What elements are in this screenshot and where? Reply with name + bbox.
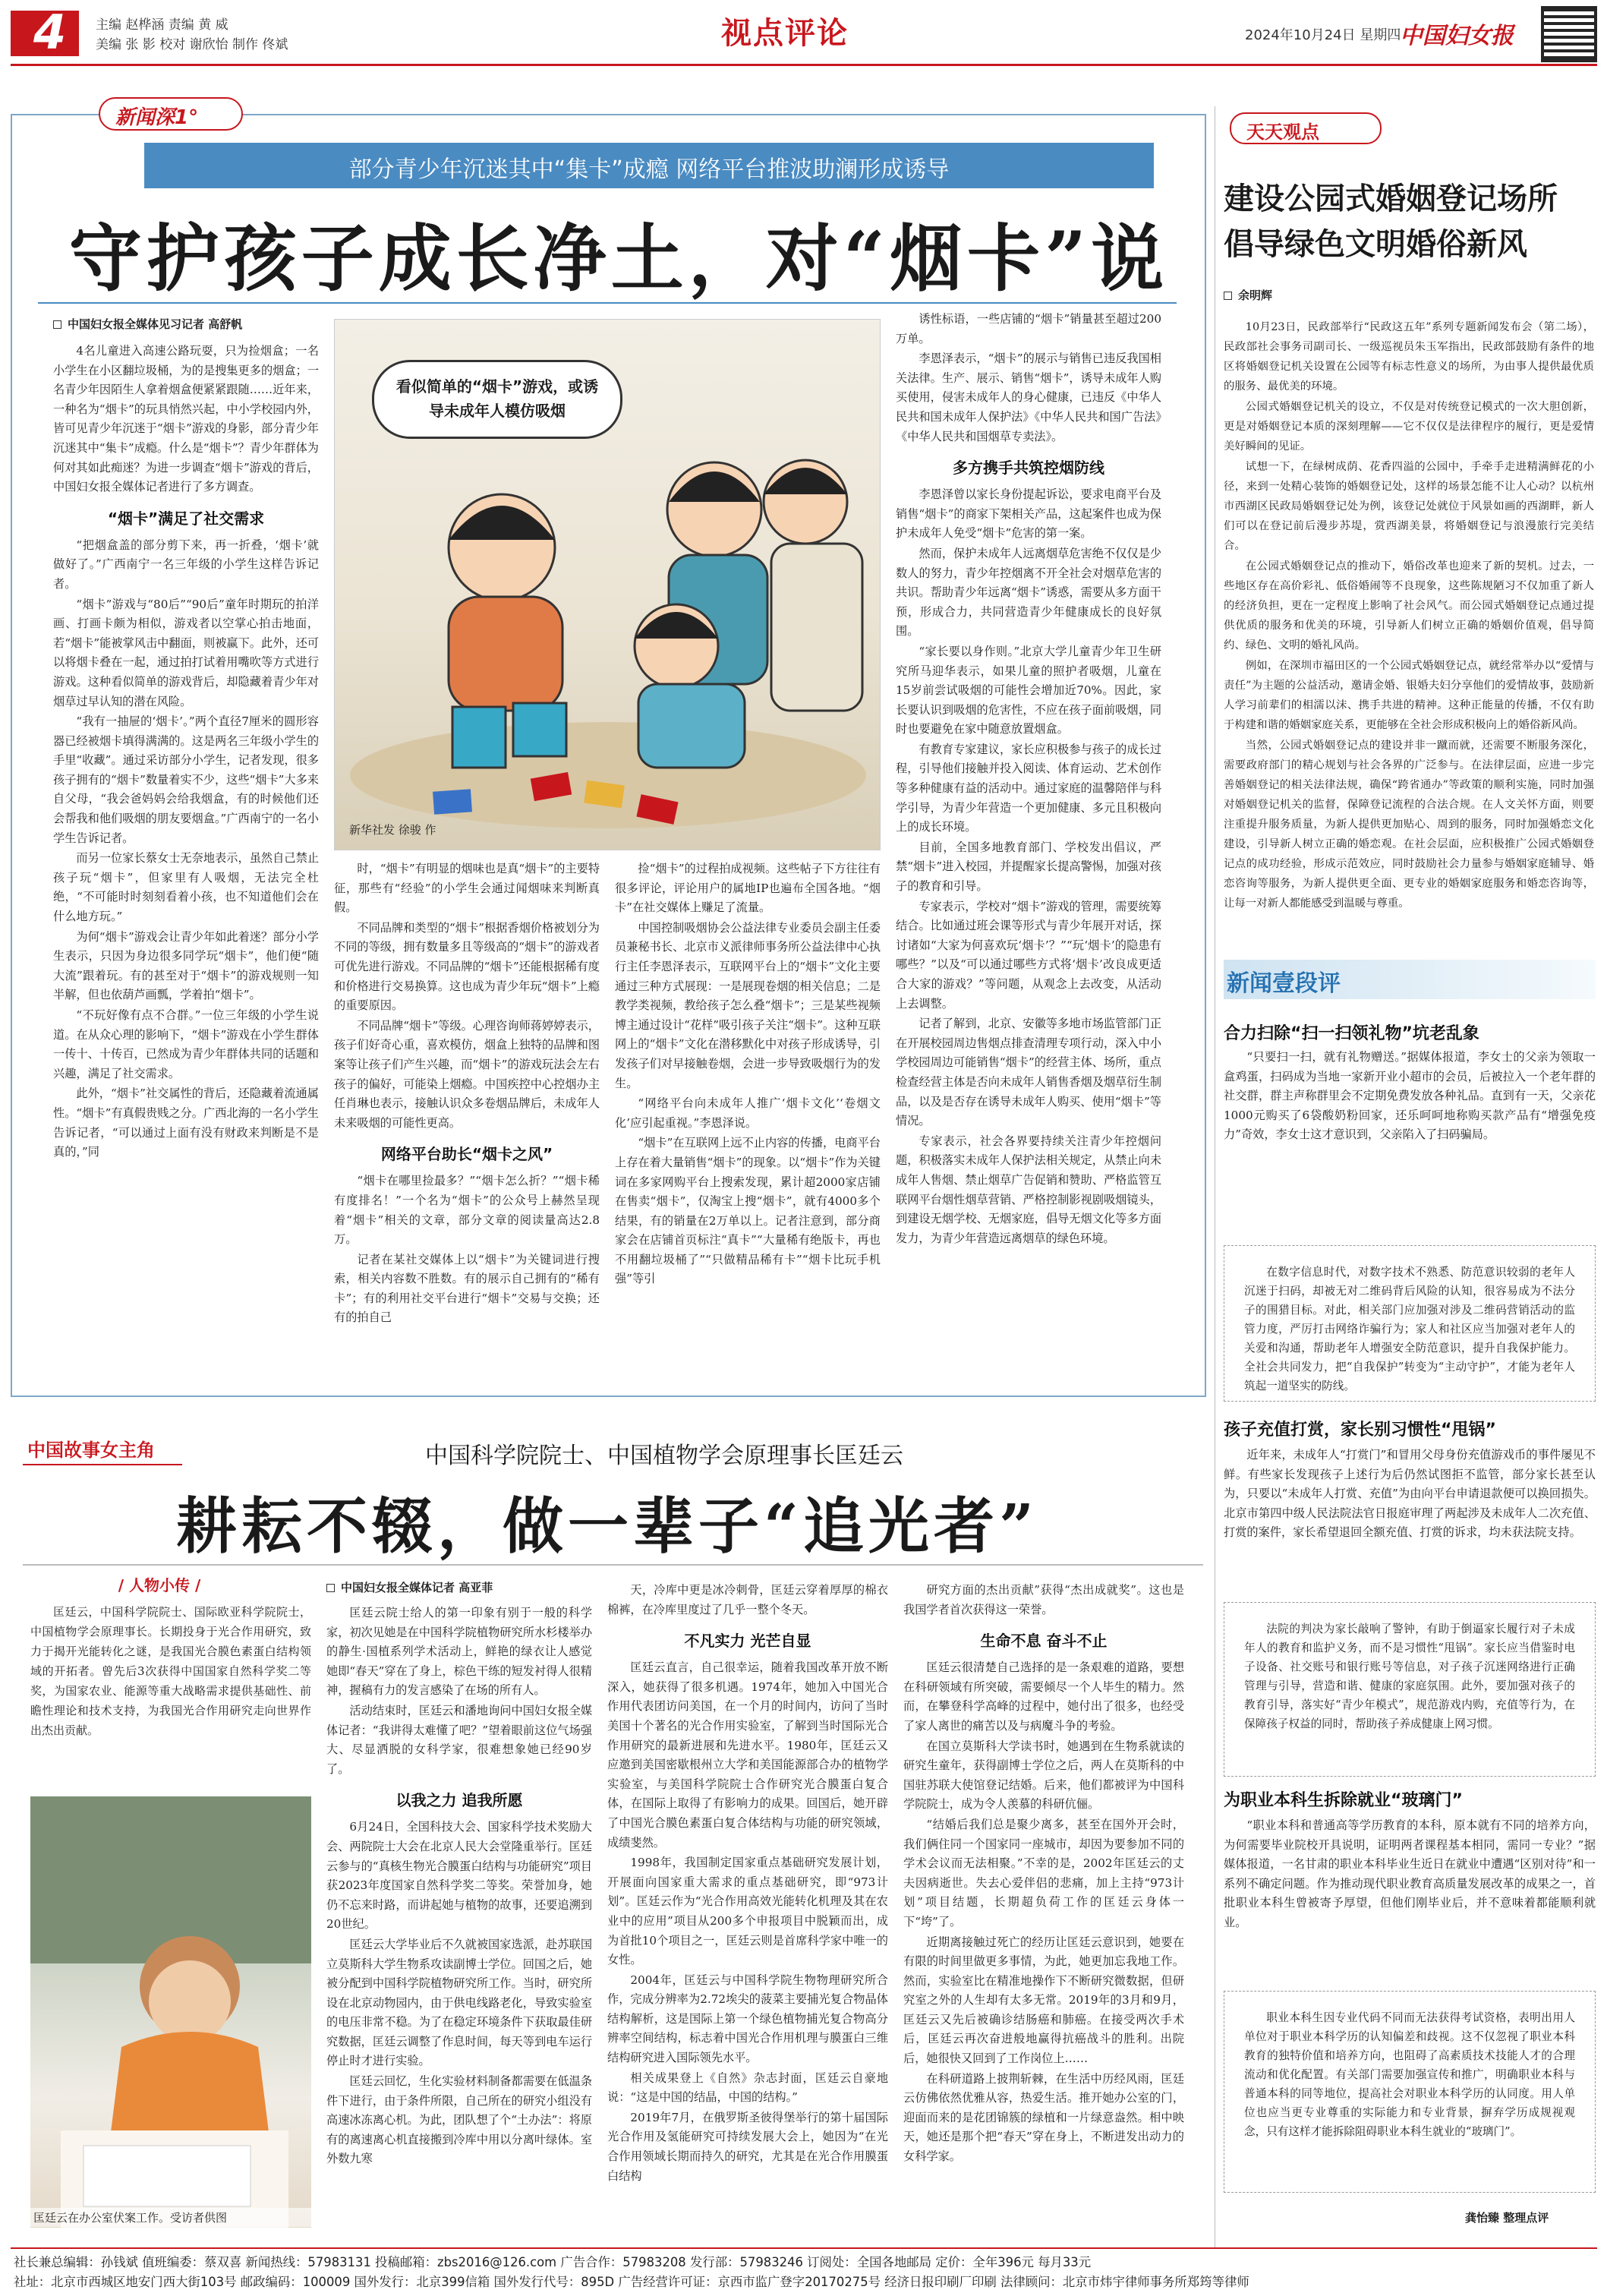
paragraph: 李恩泽表示，“烟卡”的展示与销售已违反我国相关法律。生产、展示、销售“烟卡”，诱导未成年人购买使用，侵害未成年人的身心健康，已违反《中华人民共和国未成年人保护法》《中华人民共和国广告法》《中华人民共和国烟草专卖法》。	[896, 352, 1161, 443]
story-photo	[30, 1796, 311, 2228]
paragraph: 在科研道路上披荆斩棘，在生活中历经风雨，匡廷云仿佛依然优雅从容，热爱生活。推开她办公室的门，迎面而来的是花团锦簇的绿植和一片绿意盎然。相中映天，她还是那个把“春天”穿在身上，不断进发出动力的女科学家。	[903, 2071, 1184, 2164]
main-byline-wrap	[53, 316, 319, 342]
subheading: “烟卡”满足了社交需求	[107, 509, 265, 528]
item1-title: 合力扫除“扫一扫领礼物”坑老乱象	[1224, 1024, 1479, 1043]
paragraph: 专家表示，社会各界要持续关注青少年控烟问题，积极落实未成年人保护法相关规定，从禁止向未成年人售烟、禁止烟草广告促销和赞助、严格监管互联网平台烟性烟草营销、严格控制影视剧吸烟镜头，到建设无烟学校、无烟家庭，倡导无烟文化等多方面发力，为青少年营造远离烟草的绿色环境。	[896, 1134, 1161, 1245]
paragraph: “结婚后我们总是聚少离多，甚至在国外开会时，我们俩住同一个国家同一座城市，却因为要参加不同的学术会议而无法相聚。”不幸的是，2002年匡廷云的丈夫因病逝世。失去心爱伴侣的悲痛，加上主持“973计划”项目结题，长期超负荷工作的匡廷云身体一下“垮”了。	[903, 1817, 1184, 1929]
main-column-1	[53, 342, 319, 1163]
paragraph: 有教育专家建议，家长应积极参与孩子的成长过程，引导他们接触并投入阅读、体育运动、艺术创作等多种健康有益的活动中。通过家庭的温馨陪伴与科学引导，为青少年营造一个更加健康、多元且积极向上的成长环境。	[896, 742, 1161, 834]
page-number: 4	[33, 5, 67, 60]
story-headline: 耕耘不辍，做一辈子“追光者”	[175, 1490, 1039, 1562]
sidebar1-paragraph: 当然，公园式婚姻登记点的建设并非一蹴而就，还需要不断服务深化，需要政府部门的精心规划与社会各界的广泛参与。在法律层面，应进一步完善婚姻登记的相关法律法规，确保“跨省通办”等政策的顺利实施，同时加强对婚姻登记机关的监督，保障登记流程的合法合规。在人文关怀方面，则要注重提升服务质量，为新人提供更加贴心、周到的服务，同时加强婚恋文化建设，引导新人树立正确的婚恋观。在社会层面，应积极推广公园式婚姻登记点的成功经验，形成示范效应，同时鼓励社会力量参与婚姻家庭辅导、婚恋咨询等服务，为新人提供更全面、更专业的婚姻家庭服务和婚恋咨询等，让每一对新人都能感受到温暖与尊重。	[1224, 740, 1594, 910]
paragraph: 2019年7月，在俄罗斯圣彼得堡举行的第十届国际光合作用及氢能研究可持续发展大会上，她因为“在光合作用领域长期而持久的研究，尤其是在光合作用膜蛋白结构	[607, 2110, 888, 2183]
paragraph: 时，“烟卡”有明显的烟味也是真“烟卡”的主要特征，那些有“经验”的小学生会通过闻烟味来判断真假。	[334, 862, 600, 915]
sidebar2-editor: 龚怡臻 整理点评	[1465, 2211, 1549, 2225]
section-title: 视点评论	[721, 16, 849, 51]
paragraph: 近期离接触过死亡的经历让匡廷云意识到，她要在有限的时间里做更多事情，为此，她更加忘我地工作。然而，实验室比在精准地操作下不断研究微数据，但研究室之外的人生却有太多无常。2019年的3月和9月，匡廷云又先后被确诊结肠癌和肺癌。在接受两次手术后，匡廷云再次奋进般地赢得抗癌战斗的胜利。出院后，她很快又回到了工作岗位上……	[903, 1935, 1184, 2066]
story-rule	[23, 1564, 1203, 1566]
item3-comment-box: 职业本科生因专业代码不同而无法获得考试资格，表明出用人单位对于职业本科学历的认知偏差和歧视。这不仅忽视了职业本科教育的独特价值和培养方向，也阻碍了高素质技术技能人才的合理流动和优化配置。有关部门需要加强宣传和推广，明确职业本科与普通本科的同等地位，提高社会对职业本科学历的认同度。用人单位也应当更专业尊重的实际能力和专业背景，摒弃学历成规视观念，只有这样才能拆除阻碍职业本科生就业的“玻璃门”。	[1224, 1991, 1596, 2193]
paragraph: 在国立莫斯科大学读书时，她遇到在生物系就读的研究生童年，获得副博士学位之后，两人在莫斯科的中国驻苏联大使馆登记结婚。后来，他们都被评为中国科学院院士，成为令人羡慕的科研伉俪。	[903, 1739, 1184, 1812]
item2-title: 孩子充值打赏，家长别习惯性“甩锅”	[1224, 1421, 1496, 1440]
item1-body: “只要扫一扫，就有礼物赠送。”据媒体报道，李女士的父亲为领取一盒鸡蛋，扫码成为当地一家新开业小超市的会员，后被拉入一个老年群的社交群，群主声称群里会不定期免费发放各种礼品。直到有一天，父亲花1000元购买了6袋酸奶粉回家，还乐呵呵地称购买款产品有“增强免疫力”奇效，李女士这才意识到，父亲陷入了扫码骗局。	[1224, 1050, 1596, 1142]
paragraph: 活动结束时，匡廷云和潘地询问中国妇女报全媒体记者：“我讲得太难懂了吧？”望着眼前这位气场强大、尽显洒脱的女科学家，很难想象她已经90岁了。	[326, 1703, 592, 1776]
paragraph: 不同品牌和类型的“烟卡”根据香烟价格被划分为不同的等级，拥有数量多且等级高的“烟卡”的游戏者可优先进行游戏。不同品牌的“烟卡”还能根据稀有度和价格进行交易换算。这也成为青少年玩“烟卡”上瘾的重要原因。	[334, 920, 600, 1013]
paragraph: 目前，全国多地教育部门、学校发出倡议，严禁“烟卡”进入校园，并提醒家长提高警惕，加强对孩子的教育和引导。	[896, 840, 1161, 894]
item3-body: “职业本科和普通高等学历教育的本科，原本就有不同的培养方向，为何需要毕业院校开具说明，证明两者课程基本相同，需同一专业？”据媒体报道，一名甘肃的职业本科毕业生近日在就业中遭遇“区别对待”和一系列不确定问题。作为推动现代职业教育高质量发展改革的成果之一，首批职业本科生曾被寄予厚望，但他们刚毕业后，并不意味着都能顺利就业。	[1224, 1818, 1596, 1929]
headline-rule	[38, 302, 1177, 304]
story-tag: 中国故事女主角	[27, 1440, 155, 1461]
paragraph: “我有一抽屉的‘烟卡’。”两个直径7厘米的圆形容器已经被烟卡填得满满的。这是两名三年级小学生的手里“收藏”。通过采访部分小学生，记者发现，很多孩子拥有的“烟卡”数量着实不少，这些“烟卡”大多来自父母，“我会爸妈妈会给我烟盒，有的时候他们还会帮我和他们吸烟的朋友要烟盒。”广西南宁的一名小学生告诉记者。	[53, 714, 319, 845]
paper-name-logo: 中国妇女报	[1400, 23, 1514, 49]
issue-date: 2024年10月24日 星期四	[1245, 27, 1401, 43]
column-tag: 新闻深1°	[115, 106, 199, 129]
main-column-2	[334, 859, 600, 1329]
paragraph: 匡廷云院士给人的第一印象有别于一般的科学家，初次见她是在中国科学院植物研究所水杉楼举办的静生·国植系列学术活动上，鲜艳的绿衣让人感觉她即“春天”穿在了身上，棕色干练的短发衬得人很精神，握稿有力的发言感染了在场的所有人。	[326, 1606, 592, 1698]
paragraph: “家长要以身作则。”北京大学儿童青少年卫生研究所马迎华表示，如果儿童的照护者吸烟，儿童在15岁前尝试吸烟的可能性会增加近70%。因此，家长要认识到吸烟的危害性，不应在孩子面前吸烟，同时也要避免在家中随意放置烟盒。	[896, 644, 1161, 736]
paragraph: 诱性标语，一些店铺的“烟卡”销量甚至超过200万单。	[896, 312, 1161, 345]
paragraph: “烟卡在哪里捡最多？”“烟卡怎么折？”“烟卡稀有度排名！”一个名为“烟卡”的公众号上赫然呈现着“烟卡”相关的文章，部分文章的阅读量高达2.8万。	[334, 1174, 600, 1247]
story-kicker: 中国科学院院士、中国植物学会原理事长匡廷云	[425, 1443, 903, 1469]
sidebar1-byline: 余明辉	[1224, 287, 1272, 303]
paragraph: 4名儿童进入高速公路玩耍，只为捡烟盒；一名小学生在小区翻垃圾桶，为的是搜集更多的烟盒；一名青少年因陌生人拿着烟盒便紧紧跟随……近年来，一种名为“烟卡”的玩具悄然兴起，中小学校园内外，皆可见青少年沉迷于“烟卡”游戏的身影，部分青少年沉迷其中“集卡”成瘾。什么是“烟卡”？青少年群体为何对其如此痴迷？为进一步调查“烟卡”游戏的背后，中国妇女报全媒体记者进行了多方调查。	[53, 344, 319, 494]
sidebar1-paragraph: 例如，在深圳市福田区的一个公园式婚姻登记点，就经常举办以“爱情与责任”为主题的公益活动，邀请金婚、银婚夫妇分享他们的爱情故事，鼓励新人学习前辈们的相濡以沫、携手共进的精神。这种正能量的传播，不仅有助于构建和谐的婚姻家庭关系，更能够在全社会形成积极向上的婚俗新风尚。	[1224, 660, 1594, 731]
paragraph: 匡廷云很清楚自己选择的是一条艰难的道路，要想在科研领域有所突破，需要倾尽一个人毕生的精力。然而，在攀登科学高峰的过程中，她付出了很多，也经受了家人离世的痛苦以及与病魔斗争的考验。	[903, 1660, 1184, 1733]
sidebar1-headline-1: 建设公园式婚姻登记场所	[1224, 181, 1558, 216]
cartoon-speech-bubble	[372, 360, 622, 439]
photo-caption: 匡廷云在办公室伏案工作。受访者供图	[30, 2208, 311, 2227]
subheading: 不凡实力 光芒自显	[684, 1632, 811, 1651]
footer-rule	[11, 2247, 1597, 2249]
paragraph: 记者在某社交媒体上以“烟卡”为关键词进行搜索，相关内容数不胜数。有的展示自己拥有的“稀有卡”；有的利用社交平台进行“烟卡”交易与交换；还有的拍自己	[334, 1252, 600, 1325]
paragraph: 不同品牌“烟卡”等级。心理咨询师蒋婷婷表示，孩子们好奇心重，喜欢模仿，烟盒上独特的品牌和图案等让孩子们产生兴趣，而“烟卡”的游戏玩法会左右孩子的偏好，可能染上烟瘾。中国疾控中心控烟办主任肖琳也表示，接触认识众多卷烟品牌后，未成年人未来吸烟的可能性更高。	[334, 1018, 600, 1130]
item2-body: 近年来，未成年人“打赏门”和冒用父母身份充值游戏币的事件屡见不鲜。有些家长发现孩子上述行为后仍然试图拒不监管，部分家长甚至认为，只要以“未成年人打赏、充值”为由向平台申请退款便可以换回损失。北京市第四中级人民法院法官日报庭审理了两起涉及未成年人二次充值、打赏的案件，家长希望退回全额充值、打赏的诉求，均未获法院支持。	[1224, 1448, 1596, 1540]
main-byline: 中国妇女报全媒体见习记者 高舒帆	[53, 316, 319, 332]
story-column-3	[903, 1581, 1184, 2168]
editors-line-2: 美编 张 影 校对 谢欣怡 制作 佟斌	[96, 37, 288, 52]
paragraph: 李恩泽曾以家长身份提起诉讼，要求电商平台及销售“烟卡”的商家下架相关产品，这起案件也成为保护未成年人免受“烟卡”危害的第一案。	[896, 487, 1161, 541]
sidebar1-paragraph: 10月23日，民政部举行“民政这五年”系列专题新闻发布会（第二场），民政部社会事务司副司长、一级巡视员朱玉军指出，民政部鼓励有条件的地区将婚姻登记机关设置在公园等有标志性意义的场所，为由事人提供最优质的服务、最优美的环境。	[1224, 321, 1594, 393]
paragraph: 匡廷云直言，自己很幸运，随着我国改革开放不断深入，她获得了很多机遇。1974年，她加入中国光合作用代表团访问美国，在一个月的时间内，访问了当时美国十个著名的光合作用实验室，了解到当时国际光合作用研究的最新进展和先进水平。1980年，匡廷云又应邀到美国密歇根州立大学和美国能源部合办的植物学实验室，与美国科学院院士合作研究光合膜蛋白复合体，在国际上取得了有影响力的成果。回国后，她开辟了中国光合膜色素蛋白复合体结构与功能的研究领域，成绩斐然。	[607, 1660, 888, 1850]
sidebar1-paragraph: 试想一下，在绿树成荫、花香四溢的公园中，手牵手走进精满鲜花的小径，来到一处精心装饰的婚姻登记处，这样的场景怎能不让人心动？以杭州市西湖区民政局婚姻登记处为例，该登记处就位于风景如画的西湖畔，新人们可以在登记前后漫步苏堤，赏西湖美景，将婚姻登记与浪漫旅行完美结合。	[1224, 461, 1594, 552]
paragraph: 匡廷云回忆，生化实验材料制备都需要在低温条件下进行，由于条件所限，自己所在的研究小组没有高速冰冻离心机。为此，团队想了个“土办法”：将原有的离速离心机直接搬到冷库中用以分离叶绿体。室外数九寒	[326, 2074, 592, 2166]
story-column-1	[326, 1604, 592, 2170]
item2-comment-box: 法院的判决为家长敲响了警钟，有助于倒逼家长履行对子未成年人的教育和监护义务，而不是习惯性“甩锅”。家长应当借鉴时电子设备、社交账号和银行账号等信息，对子孩子沉迷网络进行正确管理与引导，营造和谐、健康的家庭氛围。此外，要加强对孩子的教育引导，落实好“青少年模式”，规范游戏内购，充值等行为，在保障孩子权益的同时，帮助孩子养成健康上网习惯。	[1224, 1602, 1596, 1777]
bio-label-text: 人物小传	[129, 1576, 190, 1594]
paragraph: 中国控制吸烟协会公益法律专业委员会副主任委员兼秘书长、北京市义派律师事务所公益法律中心执行主任李恩泽表示，互联网平台上的“烟卡”文化主要通过三种方式展现：一是展现卷烟的相关信息；二是教学类视频，教给孩子怎么叠“烟卡”；三是某些视频博主通过设计“花样”吸引孩子关注“烟卡”。这种互联网上的“烟卡”文化在潜移默化中对孩子形成诱导，引发孩子们对早接触卷烟，会进一步导致吸烟行为的发生。	[615, 920, 881, 1090]
sidebar1-headline-2: 倡导绿色文明婚俗新风	[1224, 226, 1527, 262]
item3-title: 为职业本科生拆除就业“玻璃门”	[1224, 1791, 1463, 1810]
qr-code-icon	[1541, 6, 1597, 62]
subheading: 网络平台助长“烟卡之风”	[380, 1145, 553, 1164]
paragraph: 记者了解到，北京、安徽等多地市场监管部门正在开展校园周边售烟点排查清理专项行动，深入中小学校园周边可能销售“烟卡”的经营主体、场所，重点检查经营主体是否向未成年人销售香烟及烟草衍生制品，以及是否存在诱导未成年人购买、使用“烟卡”等情况。	[896, 1017, 1161, 1128]
story-byline: 中国妇女报全媒体记者 高亚菲	[326, 1579, 493, 1595]
cartoon-credit: 新华社发 徐骏 作	[349, 823, 436, 837]
sidebar2-tag: 新闻壹段评	[1227, 970, 1341, 997]
bio-label: / 人物小传 /	[118, 1576, 201, 1594]
sidebar1-body	[1224, 317, 1594, 914]
paragraph: “网络平台向未成年人推广‘烟卡文化’‘卷烟文化’应引起重视。”李恩泽说。	[615, 1096, 881, 1130]
cartoon-caption: 看似简单的“烟卡”游戏，或诱导未成年人模仿吸烟	[395, 377, 599, 420]
bio-body: 匡廷云，中国科学院院士、国际欧亚科学院院士，中国植物学会原理事长。长期投身于光合作用研究，致力于揭开光能转化之谜，是我国光合膜色素蛋白结构领域的开拓者。曾先后3次获得中国国家自然科学奖二等奖，为国家农业、能源等重大战略需求提供基础性、前瞻性理论和技术支持，为我国光合作用研究走向世界作出杰出贡献。	[30, 1605, 311, 1737]
paragraph: “不玩好像有点不合群。”一位三年级的小学生说道。在从众心理的影响下，“烟卡”游戏在小学生群体一传十、十传百，已然成为青少年群体共同的话题和兴趣，满足了社交需求。	[53, 1008, 319, 1080]
editors-line-1: 主编 赵桦涵 责编 黄 威	[96, 17, 228, 33]
paragraph: “烟卡”游戏与“80后”“90后”童年时期玩的拍洋画、打画卡颇为相似，游戏者以空掌心拍击地面，若“烟卡”能被掌风击中翻面，则被赢下。此外，还可以将烟卡叠在一起，通过拍打试着用嘴吹等方式进行游戏。这种看似简单的游戏背后，却隐藏着青少年对烟草过早认知的潜在风险。	[53, 597, 319, 708]
scientist-photo	[30, 1796, 311, 2228]
paragraph: 为何“烟卡”游戏会让青少年如此着迷？部分小学生表示，只因为身边很多同学玩“烟卡”，他们便“随大流”跟着玩。有的甚至对于“烟卡”的游戏规则一知半解，但也依葫芦画瓢，学着拍“烟卡”。	[53, 929, 319, 1002]
footer-line-1: 社长兼总编辑：孙钱斌 值班编委：蔡双喜 新闻热线：57983131 投稿邮箱：zbs2016@126.com 广告合作：57983208 发行部：57983246 订阅处：全国各地邮局 定价：全年396元 每月33元	[14, 2255, 1092, 2269]
paragraph: 匡廷云大学毕业后不久就被国家选派，赴苏联国立莫斯科大学生物系攻读副博士学位。回国之后，她被分配到中国科学院植物研究所工作。当时，研究所设在北京动物园内，由于供电线路老化，导致实验室的电压非常不稳。为了在稳定环境条件下获取最佳研究数据，匡廷云调整了作息时间，每天等到电车运行停止时才进行实验。	[326, 1937, 592, 2068]
subheading: 以我之力 追我所愿	[395, 1791, 523, 1810]
subheading: 多方携手共筑控烟防线	[953, 459, 1104, 478]
paragraph: 6月24日，全国科技大会、国家科学技术奖励大会、两院院士大会在北京人民大会堂隆重举行。匡廷云参与的“真核生物光合膜蛋白结构与功能研究”项目获2023年度国家自然科学奖二等奖。荣誉加身，她仍不忘来时路，而讲起她与植物的故事，还要追溯到20世纪。	[326, 1820, 592, 1932]
paragraph: 此外，“烟卡”社交属性的背后，还隐藏着流通属性。“烟卡”有真假贵贱之分。广西北海的一名小学生告诉记者，“可以通过上面有没有财政来判断是不是真的，”同	[53, 1086, 319, 1159]
paragraph: 然而，保护未成年人远离烟草危害绝不仅仅是少数人的努力，青少年控烟离不开全社会对烟草危害的共识。帮助青少年远离“烟卡”诱惑，需要从多方面干预，形成合力，共同营造青少年健康成长的良好氛围。	[896, 546, 1161, 639]
story-column-2	[607, 1581, 888, 2187]
paragraph: “把烟盒盖的部分剪下来，再一折叠，‘烟卡’就做好了。”广西南宁一名三年级的小学生这样告诉记者。	[53, 538, 319, 591]
paragraph: “烟卡”在互联网上远不止内容的传播，电商平台上存在着大量销售“烟卡”的现象。以“烟卡”作为关键词在多家网购平台上搜索发现，累计超2000家店铺在售卖“烟卡”，仅淘宝上搜“烟卡”，就有4000多个结果，有的销量在2万单以上。记者注意到，部分商家会在店铺首页标注“真卡”“大量稀有绝版卡，再也不用翻垃圾桶了”“只做精品稀有卡”“烟卡比玩手机强”等引	[615, 1136, 881, 1286]
sidebar1-paragraph: 公园式婚姻登记机关的设立，不仅是对传统登记模式的一次大胆创新，更是对婚姻登记本质的深刻理解——它不仅仅是法律程序的履行，更是爱情美好瞬间的见证。	[1224, 401, 1594, 453]
kicker: 部分青少年沉迷其中“集卡”成瘾 网络平台推波助澜形成诱导	[348, 156, 950, 183]
paragraph: 2004年，匡廷云与中国科学院生物物理研究所合作，完成分辨率为2.72埃尖的菠菜主要捕光复合物晶体结构解析，这是国际上第一个绿色植物捕光复合物高分辨率空间结构，标志着中国光合作用机理与膜蛋白三维结构研究进入国际领先水平。	[607, 1973, 888, 2065]
masthead-rule	[11, 64, 1597, 66]
paragraph: 研究方面的杰出贡献”获得“杰出成就奖”。这也是我国学者首次获得这一荣誉。	[903, 1583, 1184, 1616]
paragraph: 而另一位家长蔡女士无奈地表示，虽然自己禁止孩子玩“烟卡”，但家里有人吸烟，无法完全杜绝，“不可能时时刻刻看着小孩，也不知道他们会在什么地方玩。”	[53, 851, 319, 924]
main-column-4	[896, 310, 1161, 1249]
sidebar1-tag: 天天观点	[1246, 121, 1319, 143]
paragraph: 专家表示，学校对“烟卡”游戏的管理，需要统筹结合。比如通过班会课等形式与青少年展开对话，探讨诸如“大家为何喜欢玩‘烟卡’？”“玩‘烟卡’的隐患有哪些？”以及“可以通过哪些方式将‘烟卡’改良成更适合大家的游戏？”等问题，从观念上去改变，从活动上去调整。	[896, 899, 1161, 1011]
sidebar1-paragraph: 在公园式婚姻登记点的推动下，婚俗改革也迎来了新的契机。过去，一些地区存在高价彩礼、低俗婚闹等不良现象，这些陈规陋习不仅加重了新人的经济负担，更在一定程度上影响了社会风气。而公园式婚姻登记点通过提供优质的服务和优美的环境，引导新人们树立正确的婚姻价值观，倡导简约、绿色、文明的婚礼风尚。	[1224, 560, 1594, 651]
main-column-3	[615, 859, 881, 1290]
subheading: 生命不息 奋斗不止	[980, 1632, 1108, 1651]
paragraph: 相关成果登上《自然》杂志封面，匡廷云自豪地说：“这是中国的结晶，中国的结构。”	[607, 2070, 888, 2105]
paragraph: 1998年，我国制定国家重点基础研究发展计划，开展面向国家重大需求的重点基础研究，即“973计划”。匡廷云作为“光合作用高效光能转化机理及其在农业中的应用”项目从200多个申报项目中脱颖而出，成为首批10个项目之一，匡廷云则是首席科学家中唯一的女性。	[607, 1856, 888, 1967]
paragraph: 天，冷库中更是冰冷刺骨，匡廷云穿着厚厚的棉衣棉裤，在冷库里度过了几乎一整个冬天。	[607, 1583, 888, 1616]
main-headline: 守护孩子成长净土，对“烟卡”说	[68, 216, 1169, 301]
item1-comment-box: 在数字信息时代，对数字技术不熟悉、防范意识较弱的老年人沉迷于扫码，却被无对二维码背后风险的认知，很容易成为不法分子的围猎目标。对此，相关部门应加强对涉及二维码营销活动的监管力度，严厉打击网络诈骗行为；家人和社区应当加强对老年人的关爱和沟通，帮助老年人增强安全防范意识，提升自我保护能力。全社会共同发力，把“自我保护”转变为“主动守护”，才能为老年人筑起一道坚实的防线。	[1224, 1245, 1596, 1402]
footer-line-2: 社址：北京市西城区地安门西大街103号 邮政编码：100009 国外发行：北京399信箱 国外发行代号：895D 广告经营许可证：京西市监广登字20170275号 经济日报印刷厂印刷 法律顾问：北京市炜宇律师事务所郑筠等律师	[14, 2275, 1249, 2289]
paragraph: 捡“烟卡”的过程拍成视频。这些帖子下方往往有很多评论，评论用户的属地IP也遍布全国各地。“烟卡”在社交媒体上赚足了流量。	[615, 862, 881, 915]
